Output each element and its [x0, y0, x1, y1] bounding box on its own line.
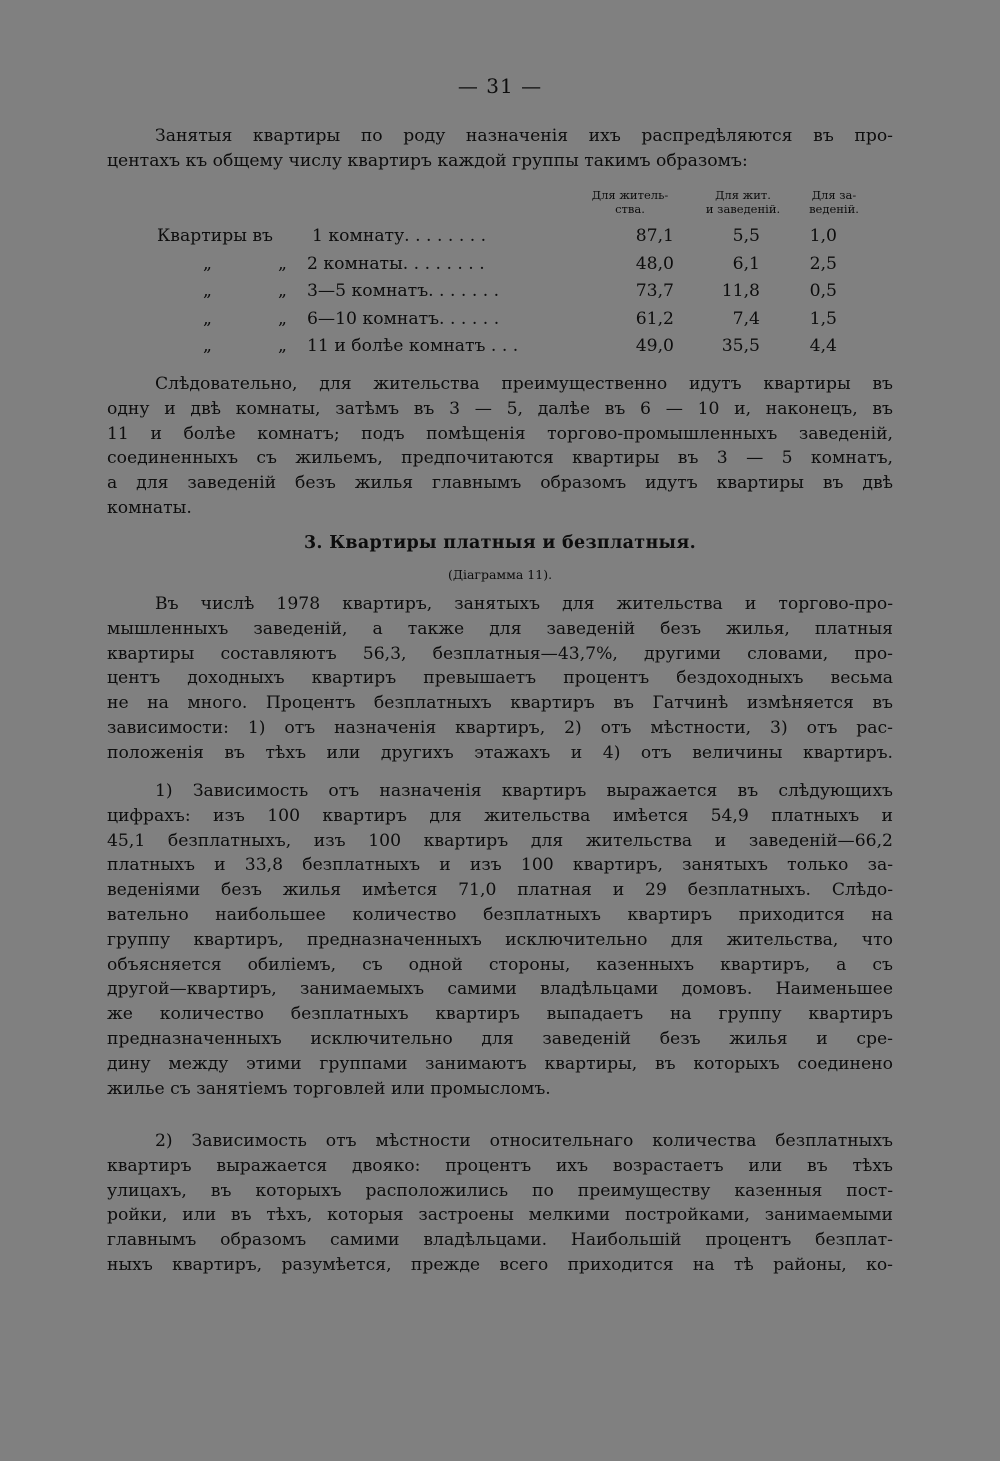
ditto-mark: „ [203, 308, 212, 329]
purpose-dependence-paragraph [107, 779, 893, 1101]
text-line: соединенныхъ съ жильемъ, предпочитаются квартиры въ 3 — 5 комнатъ, [107, 448, 893, 469]
page-number: — 31 — [457, 74, 543, 98]
header-line: Для жит. [715, 188, 771, 202]
diagram-reference: (Діаграмма 11). [447, 567, 553, 582]
text-line: главнымъ образомъ самими владѣльцами. Наибольшій процентъ безплат- [107, 1230, 893, 1251]
text-line: Въ числѣ 1978 квартиръ, занятыхъ для жительства и торгово-про- [155, 594, 893, 614]
cell-residence: 73,7 [635, 281, 674, 302]
text-line: улицахъ, въ которыхъ расположились по преимуществу казенныя пост- [107, 1180, 893, 1201]
location-dependence-paragraph [107, 1129, 893, 1278]
text-line: Слѣдовательно, для жительства преимущественно идутъ квартиры въ [155, 374, 893, 394]
text-line: центахъ къ общему числу квартиръ каждой группы такимъ образомъ: [107, 150, 748, 171]
text-line: объясняется обиліемъ, съ одной стороны, казенныхъ квартиръ, а съ [107, 954, 893, 975]
text-line: дину между этими группами занимаютъ квартиры, въ которыхъ соединено [107, 1053, 893, 1074]
row-label: Квартиры въ [157, 226, 273, 246]
text-line: 1) Зависимость отъ назначенія квартиръ выражается въ слѣдующихъ [155, 781, 893, 801]
text-line: комнаты. [107, 497, 192, 518]
table-row [107, 336, 893, 364]
table-row [107, 281, 893, 309]
cell-business: 1,5 [809, 308, 837, 329]
cell-residence-and-business: 7,4 [732, 308, 760, 329]
text-line: не на много. Процентъ безплатныхъ квартиръ въ Гатчинѣ измѣняется въ [107, 693, 893, 714]
table-row [107, 254, 893, 282]
table-header-business [798, 188, 870, 216]
ditto-mark: „ [203, 253, 212, 274]
text-line: квартиры составляютъ 56,3, безплатныя—43,7%, другими словами, про- [107, 643, 893, 664]
text-line: же количество безплатныхъ квартиръ выпадаетъ на группу квартиръ [107, 1004, 893, 1025]
ditto-mark: „ [203, 336, 212, 357]
cell-business: 0,5 [809, 281, 837, 302]
table-row [107, 226, 893, 254]
paid-free-paragraph [107, 592, 893, 766]
text-line: а для заведеній безъ жилья главнымъ образомъ идутъ квартиры въ двѣ [107, 473, 893, 494]
text-line: Занятыя квартиры по роду назначенія ихъ распредѣляются въ про- [155, 126, 893, 146]
text-line: предназначенныхъ исключительно для заведеній безъ жилья и сре- [107, 1028, 893, 1049]
text-line: другой—квартиръ, занимаемыхъ самими владѣльцами домовъ. Наименьшее [107, 979, 893, 1000]
row-rooms: 3—5 комнатъ. . . . . . . [307, 281, 500, 302]
cell-business: 4,4 [809, 336, 837, 357]
text-line: группу квартиръ, предназначенныхъ исключительно для жительства, что [107, 929, 893, 950]
text-line: 2) Зависимость отъ мѣстности относительнаго количества безплатныхъ [155, 1131, 893, 1151]
cell-residence-and-business: 6,1 [732, 253, 760, 274]
header-line: веденій. [809, 202, 859, 216]
header-line: Для житель- [591, 188, 669, 202]
table-header-residence [580, 188, 680, 216]
ditto-mark: „ [278, 336, 287, 357]
text-line: 11 и болѣе комнатъ; подъ помѣщенія торгово-промышленныхъ заведеній, [107, 423, 893, 444]
text-line: мышленныхъ заведеній, а также для заведеній безъ жилья, платныя [107, 618, 893, 639]
cell-residence: 48,0 [635, 253, 674, 274]
row-rooms: 1 комнату. . . . . . . . [312, 226, 487, 246]
conclusion-paragraph [107, 372, 893, 521]
text-line: ныхъ квартиръ, разумѣется, прежде всего приходится на тѣ районы, ко- [107, 1254, 893, 1275]
cell-business: 1,0 [809, 226, 837, 246]
section-title: 3. Квартиры платныя и безплатныя. [303, 533, 697, 553]
cell-residence: 49,0 [635, 336, 674, 357]
header-line: и заведеній. [705, 202, 781, 216]
apartments-table [107, 226, 893, 364]
table-row [107, 309, 893, 337]
header-line: Для за- [811, 188, 857, 202]
text-line: центъ доходныхъ квартиръ превышаетъ процентъ бездоходныхъ весьма [107, 668, 893, 689]
cell-residence: 61,2 [635, 308, 674, 329]
ditto-mark: „ [278, 253, 287, 274]
cell-residence-and-business: 11,8 [721, 281, 760, 302]
cell-business: 2,5 [809, 253, 837, 274]
text-line: квартиръ выражается двояко: процентъ ихъ возрастаетъ или въ тѣхъ [107, 1155, 893, 1176]
table-header-residence-and-business [688, 188, 798, 216]
text-line: веденіями безъ жилья имѣется 71,0 платная и 29 безплатныхъ. Слѣдо- [107, 880, 893, 901]
intro-paragraph [107, 124, 893, 174]
text-line: положенія въ тѣхъ или другихъ этажахъ и 4) отъ величины квартиръ. [107, 742, 893, 763]
cell-residence: 87,1 [635, 226, 674, 246]
cell-residence-and-business: 35,5 [721, 336, 760, 357]
text-line: 45,1 безплатныхъ, изъ 100 квартиръ для жительства и заведеній—66,2 [107, 830, 893, 851]
ditto-mark: „ [203, 281, 212, 302]
text-line: вательно наибольшее количество безплатныхъ квартиръ приходится на [107, 904, 893, 925]
text-line: ройки, или въ тѣхъ, которыя застроены мелкими постройками, занимаемыми [107, 1205, 893, 1226]
text-line: цифрахъ: изъ 100 квартиръ для жительства имѣется 54,9 платныхъ и [107, 805, 893, 826]
row-rooms: 11 и болѣе комнатъ . . . [307, 336, 519, 357]
text-line: зависимости: 1) отъ назначенія квартиръ, 2) отъ мѣстности, 3) отъ рас- [107, 717, 893, 738]
row-rooms: 6—10 комнатъ. . . . . . [307, 308, 500, 329]
row-rooms: 2 комнаты. . . . . . . . [307, 253, 485, 274]
text-line: одну и двѣ комнаты, затѣмъ въ 3 — 5, далѣе въ 6 — 10 и, наконецъ, въ [107, 398, 893, 419]
text-line: платныхъ и 33,8 безплатныхъ и изъ 100 квартиръ, занятыхъ только за- [107, 855, 893, 876]
ditto-mark: „ [278, 281, 287, 302]
cell-residence-and-business: 5,5 [732, 226, 760, 246]
ditto-mark: „ [278, 308, 287, 329]
text-line: жилье съ занятіемъ торговлей или промысломъ. [107, 1078, 551, 1099]
header-line: ства. [615, 202, 645, 216]
